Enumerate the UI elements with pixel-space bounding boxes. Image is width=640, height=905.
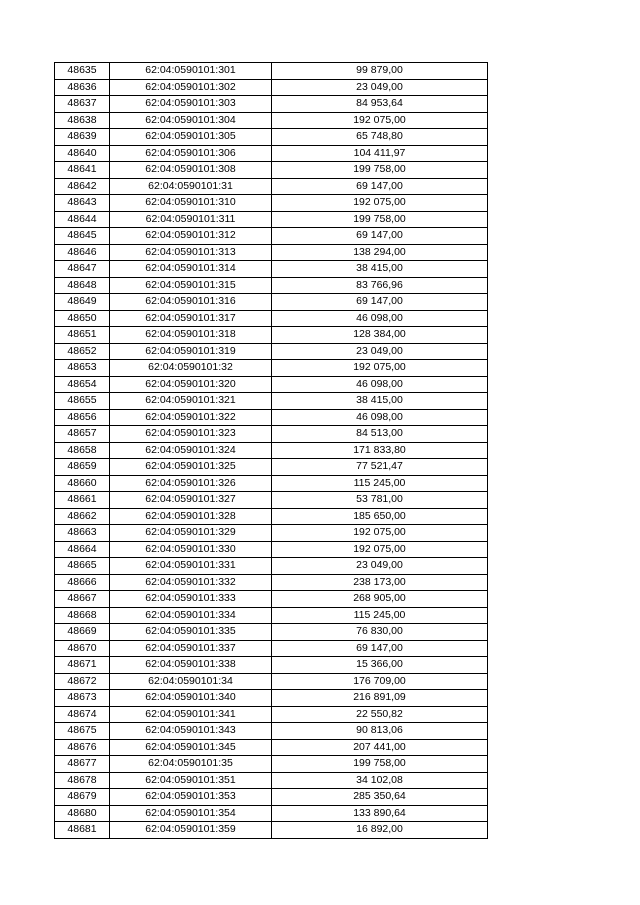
cadastral-number-cell: 62:04:0590101:318 — [110, 327, 272, 344]
table-row — [55, 508, 488, 525]
cadastral-number-cell: 62:04:0590101:314 — [110, 261, 272, 278]
table-row — [55, 244, 488, 261]
table-row — [55, 112, 488, 129]
cadastral-number-cell: 62:04:0590101:31 — [110, 178, 272, 195]
row-number-cell: 48666 — [55, 574, 110, 591]
row-number-cell: 48642 — [55, 178, 110, 195]
row-number-cell: 48679 — [55, 789, 110, 806]
value-cell: 38 415,00 — [272, 261, 488, 278]
row-number-cell: 48653 — [55, 360, 110, 377]
value-cell: 22 550,82 — [272, 706, 488, 723]
cadastral-number-cell: 62:04:0590101:343 — [110, 723, 272, 740]
cadastral-number-cell: 62:04:0590101:334 — [110, 607, 272, 624]
row-number-cell: 48658 — [55, 442, 110, 459]
row-number-cell: 48637 — [55, 96, 110, 113]
value-cell: 133 890,64 — [272, 805, 488, 822]
value-cell: 171 833,80 — [272, 442, 488, 459]
table-row — [55, 277, 488, 294]
value-cell: 76 830,00 — [272, 624, 488, 641]
value-cell: 23 049,00 — [272, 79, 488, 96]
row-number-cell: 48661 — [55, 492, 110, 509]
cadastral-number-cell: 62:04:0590101:303 — [110, 96, 272, 113]
table-row — [55, 657, 488, 674]
value-cell: 128 384,00 — [272, 327, 488, 344]
table-row — [55, 442, 488, 459]
table-row — [55, 475, 488, 492]
table-row — [55, 343, 488, 360]
table-row — [55, 228, 488, 245]
value-cell: 69 147,00 — [272, 294, 488, 311]
row-number-cell: 48635 — [55, 63, 110, 80]
cadastral-number-cell: 62:04:0590101:335 — [110, 624, 272, 641]
cadastral-number-cell: 62:04:0590101:34 — [110, 673, 272, 690]
row-number-cell: 48643 — [55, 195, 110, 212]
value-cell: 23 049,00 — [272, 558, 488, 575]
cadastral-number-cell: 62:04:0590101:332 — [110, 574, 272, 591]
value-cell: 285 350,64 — [272, 789, 488, 806]
value-cell: 69 147,00 — [272, 640, 488, 657]
value-cell: 15 366,00 — [272, 657, 488, 674]
table-row — [55, 162, 488, 179]
table-row — [55, 673, 488, 690]
cadastral-number-cell: 62:04:0590101:351 — [110, 772, 272, 789]
table-row — [55, 310, 488, 327]
value-cell: 46 098,00 — [272, 409, 488, 426]
table-row — [55, 772, 488, 789]
row-number-cell: 48640 — [55, 145, 110, 162]
cadastral-number-cell: 62:04:0590101:316 — [110, 294, 272, 311]
value-cell: 207 441,00 — [272, 739, 488, 756]
cadastral-number-cell: 62:04:0590101:330 — [110, 541, 272, 558]
cadastral-number-cell: 62:04:0590101:327 — [110, 492, 272, 509]
row-number-cell: 48668 — [55, 607, 110, 624]
value-cell: 38 415,00 — [272, 393, 488, 410]
value-cell: 65 748,80 — [272, 129, 488, 146]
value-cell: 199 758,00 — [272, 211, 488, 228]
row-number-cell: 48674 — [55, 706, 110, 723]
row-number-cell: 48659 — [55, 459, 110, 476]
row-number-cell: 48676 — [55, 739, 110, 756]
row-number-cell: 48663 — [55, 525, 110, 542]
table-row — [55, 789, 488, 806]
value-cell: 192 075,00 — [272, 360, 488, 377]
cadastral-number-cell: 62:04:0590101:326 — [110, 475, 272, 492]
table-row — [55, 822, 488, 839]
table-row — [55, 178, 488, 195]
table-row — [55, 426, 488, 443]
row-number-cell: 48673 — [55, 690, 110, 707]
value-cell: 83 766,96 — [272, 277, 488, 294]
value-cell: 238 173,00 — [272, 574, 488, 591]
value-cell: 176 709,00 — [272, 673, 488, 690]
cadastral-number-cell: 62:04:0590101:328 — [110, 508, 272, 525]
cadastral-number-cell: 62:04:0590101:306 — [110, 145, 272, 162]
row-number-cell: 48654 — [55, 376, 110, 393]
cadastral-number-cell: 62:04:0590101:341 — [110, 706, 272, 723]
cadastral-number-cell: 62:04:0590101:304 — [110, 112, 272, 129]
table-row — [55, 558, 488, 575]
value-cell: 90 813,06 — [272, 723, 488, 740]
cadastral-number-cell: 62:04:0590101:329 — [110, 525, 272, 542]
table-row — [55, 805, 488, 822]
row-number-cell: 48650 — [55, 310, 110, 327]
table-row — [55, 79, 488, 96]
cadastral-number-cell: 62:04:0590101:315 — [110, 277, 272, 294]
value-cell: 192 075,00 — [272, 525, 488, 542]
cadastral-number-cell: 62:04:0590101:325 — [110, 459, 272, 476]
cadastral-number-cell: 62:04:0590101:359 — [110, 822, 272, 839]
cadastral-number-cell: 62:04:0590101:353 — [110, 789, 272, 806]
row-number-cell: 48638 — [55, 112, 110, 129]
row-number-cell: 48656 — [55, 409, 110, 426]
table-row — [55, 640, 488, 657]
value-cell: 34 102,08 — [272, 772, 488, 789]
cadastral-number-cell: 62:04:0590101:301 — [110, 63, 272, 80]
registry-table — [54, 62, 488, 839]
value-cell: 69 147,00 — [272, 178, 488, 195]
table-row — [55, 723, 488, 740]
row-number-cell: 48648 — [55, 277, 110, 294]
cadastral-number-cell: 62:04:0590101:311 — [110, 211, 272, 228]
table-row — [55, 211, 488, 228]
table-row — [55, 376, 488, 393]
cadastral-number-cell: 62:04:0590101:308 — [110, 162, 272, 179]
cadastral-number-cell: 62:04:0590101:340 — [110, 690, 272, 707]
table-row — [55, 145, 488, 162]
value-cell: 99 879,00 — [272, 63, 488, 80]
value-cell: 84 953,64 — [272, 96, 488, 113]
cadastral-number-cell: 62:04:0590101:302 — [110, 79, 272, 96]
table-row — [55, 360, 488, 377]
cadastral-number-cell: 62:04:0590101:35 — [110, 756, 272, 773]
row-number-cell: 48639 — [55, 129, 110, 146]
cadastral-number-cell: 62:04:0590101:354 — [110, 805, 272, 822]
cadastral-number-cell: 62:04:0590101:305 — [110, 129, 272, 146]
table-row — [55, 261, 488, 278]
row-number-cell: 48641 — [55, 162, 110, 179]
table-row — [55, 492, 488, 509]
row-number-cell: 48647 — [55, 261, 110, 278]
table-row — [55, 195, 488, 212]
row-number-cell: 48652 — [55, 343, 110, 360]
row-number-cell: 48670 — [55, 640, 110, 657]
value-cell: 216 891,09 — [272, 690, 488, 707]
row-number-cell: 48680 — [55, 805, 110, 822]
row-number-cell: 48671 — [55, 657, 110, 674]
value-cell: 185 650,00 — [272, 508, 488, 525]
row-number-cell: 48664 — [55, 541, 110, 558]
table-row — [55, 574, 488, 591]
table-row — [55, 409, 488, 426]
row-number-cell: 48645 — [55, 228, 110, 245]
value-cell: 84 513,00 — [272, 426, 488, 443]
row-number-cell: 48646 — [55, 244, 110, 261]
table-row — [55, 624, 488, 641]
cadastral-number-cell: 62:04:0590101:32 — [110, 360, 272, 377]
row-number-cell: 48675 — [55, 723, 110, 740]
table-row — [55, 294, 488, 311]
cadastral-number-cell: 62:04:0590101:323 — [110, 426, 272, 443]
table-row — [55, 591, 488, 608]
row-number-cell: 48681 — [55, 822, 110, 839]
row-number-cell: 48665 — [55, 558, 110, 575]
row-number-cell: 48636 — [55, 79, 110, 96]
row-number-cell: 48678 — [55, 772, 110, 789]
cadastral-number-cell: 62:04:0590101:320 — [110, 376, 272, 393]
value-cell: 192 075,00 — [272, 541, 488, 558]
value-cell: 77 521,47 — [272, 459, 488, 476]
value-cell: 138 294,00 — [272, 244, 488, 261]
value-cell: 115 245,00 — [272, 607, 488, 624]
row-number-cell: 48655 — [55, 393, 110, 410]
value-cell: 46 098,00 — [272, 376, 488, 393]
table-row — [55, 756, 488, 773]
table-row — [55, 63, 488, 80]
registry-table-body — [55, 63, 488, 839]
cadastral-number-cell: 62:04:0590101:322 — [110, 409, 272, 426]
cadastral-number-cell: 62:04:0590101:338 — [110, 657, 272, 674]
table-row — [55, 96, 488, 113]
cadastral-number-cell: 62:04:0590101:345 — [110, 739, 272, 756]
value-cell: 192 075,00 — [272, 195, 488, 212]
row-number-cell: 48667 — [55, 591, 110, 608]
cadastral-number-cell: 62:04:0590101:321 — [110, 393, 272, 410]
value-cell: 115 245,00 — [272, 475, 488, 492]
table-row — [55, 459, 488, 476]
value-cell: 23 049,00 — [272, 343, 488, 360]
table-row — [55, 129, 488, 146]
cadastral-number-cell: 62:04:0590101:324 — [110, 442, 272, 459]
table-row — [55, 393, 488, 410]
table-row — [55, 739, 488, 756]
cadastral-number-cell: 62:04:0590101:310 — [110, 195, 272, 212]
row-number-cell: 48644 — [55, 211, 110, 228]
cadastral-number-cell: 62:04:0590101:312 — [110, 228, 272, 245]
cadastral-number-cell: 62:04:0590101:337 — [110, 640, 272, 657]
value-cell: 46 098,00 — [272, 310, 488, 327]
value-cell: 53 781,00 — [272, 492, 488, 509]
table-row — [55, 541, 488, 558]
table-row — [55, 525, 488, 542]
row-number-cell: 48660 — [55, 475, 110, 492]
row-number-cell: 48649 — [55, 294, 110, 311]
row-number-cell: 48657 — [55, 426, 110, 443]
table-row — [55, 690, 488, 707]
row-number-cell: 48662 — [55, 508, 110, 525]
value-cell: 268 905,00 — [272, 591, 488, 608]
cadastral-number-cell: 62:04:0590101:331 — [110, 558, 272, 575]
table-row — [55, 607, 488, 624]
cadastral-number-cell: 62:04:0590101:319 — [110, 343, 272, 360]
cadastral-number-cell: 62:04:0590101:333 — [110, 591, 272, 608]
row-number-cell: 48651 — [55, 327, 110, 344]
cadastral-number-cell: 62:04:0590101:317 — [110, 310, 272, 327]
value-cell: 199 758,00 — [272, 162, 488, 179]
row-number-cell: 48669 — [55, 624, 110, 641]
row-number-cell: 48672 — [55, 673, 110, 690]
value-cell: 104 411,97 — [272, 145, 488, 162]
value-cell: 69 147,00 — [272, 228, 488, 245]
table-row — [55, 706, 488, 723]
cadastral-number-cell: 62:04:0590101:313 — [110, 244, 272, 261]
value-cell: 192 075,00 — [272, 112, 488, 129]
table-row — [55, 327, 488, 344]
value-cell: 199 758,00 — [272, 756, 488, 773]
row-number-cell: 48677 — [55, 756, 110, 773]
value-cell: 16 892,00 — [272, 822, 488, 839]
